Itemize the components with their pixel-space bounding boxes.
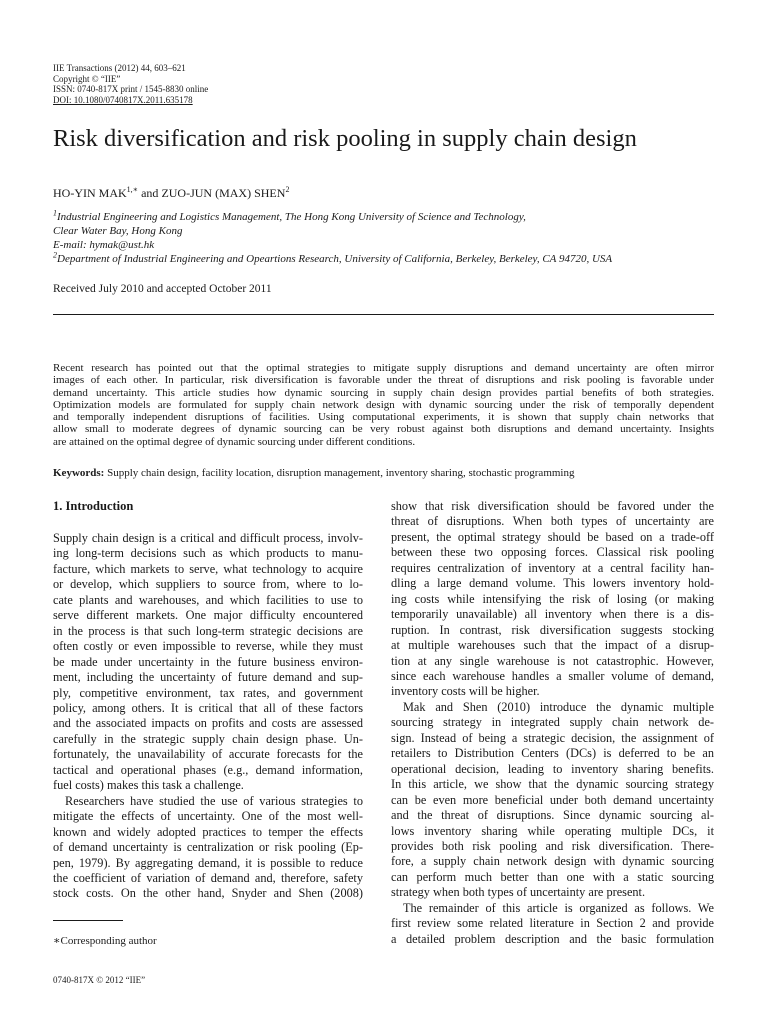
text-line: carefully in the strategic supply chain design phase. Un- [53, 731, 363, 746]
text-line: mitigate the effects of uncertainty. One of the most well- [53, 809, 363, 824]
keywords-label: Keywords: [53, 467, 105, 479]
author-conjunction: and [138, 186, 162, 200]
text-line: Supply chain design is a critical and difficult process, involv- [53, 531, 363, 545]
text-line: pen, 1979). By aggregating demand, it is possible to reduce [53, 855, 363, 870]
text-line: can perform much better than one with a static sourcing [391, 869, 714, 884]
doi-link[interactable]: DOI: 10.1080/0740817X.2011.635178 [53, 94, 193, 105]
text-line: first review some related literature in Section 2 and provide [391, 916, 714, 931]
text-line: or develop, which suppliers to source from, where to lo- [53, 577, 363, 592]
journal-citation: IIE Transactions (2012) 44, 603–621 [53, 63, 186, 73]
affiliation-mark: 1 [53, 208, 57, 218]
page-copyright: 0740-817X © 2012 “IIE” [53, 975, 146, 985]
text-line: at multiple warehouses such that the impact of a disrup- [391, 638, 714, 653]
author-name: HO-YIN MAK [53, 186, 127, 200]
text-line: in the process is that such long-term strategic decisions are [53, 623, 363, 638]
abstract-line: Recent research has pointed out that the optimal strategies to mitigate supply disruptions and demand uncertainty are often mirror [53, 362, 714, 374]
text-line: known and widely adopted practices to temper the effects [53, 824, 363, 839]
abstract-line: allow small to moderate degrees of dynamic sourcing can be very robust against both disruptions and demand uncertainty. Insights [53, 423, 714, 436]
text-line: lows inventory sharing while operating multiple DCs, it [391, 823, 714, 838]
divider [53, 314, 714, 315]
text-line: since each warehouse handles a smaller volume of demand, [391, 668, 714, 683]
abstract [53, 362, 714, 448]
author-list [53, 186, 289, 201]
text-line: a detailed problem description and the basic formulation [391, 931, 714, 946]
text-line: sign. Instead of being a strategic decision, the assignment of [391, 730, 714, 745]
footnote: ∗Corresponding author [53, 935, 157, 947]
text-line: ing costs while intensifying the risk of losing (or making [391, 591, 714, 606]
text-line: sourcing strategy in integrated supply chain network de- [391, 715, 714, 730]
abstract-line: demand uncertainty. This article studies how dynamic sourcing in supply chain design provides partial benefits of both strategies. [53, 386, 714, 399]
text-line: tion at any single warehouse is not catastrophic. However, [391, 653, 714, 668]
affiliation-text: Industrial Engineering and Logistics Management, The Hong Kong University of Science and Technology, [57, 211, 526, 223]
text-line: tactical and operational phases (e.g., demand information, [53, 762, 363, 777]
keywords-text: Supply chain design, facility location, disruption management, inventory sharing, stochastic programming [104, 467, 575, 479]
text-line: requires centralization of inventory at a central facility han- [391, 560, 714, 575]
affiliation-line [53, 238, 612, 252]
affiliation-text: Clear Water Bay, Hong Kong [53, 225, 183, 237]
text-line: of demand uncertainty is centralization or risk pooling (Ep- [53, 840, 363, 855]
text-line: retailers to Distribution Centers (DCs) is deferred to be an [391, 746, 714, 761]
abstract-line: are attained on the optimal degree of dynamic sourcing under different conditions. [53, 435, 416, 448]
text-line: cate plants and warehouses, and which facilities to use to [53, 592, 363, 607]
right-column [391, 499, 714, 947]
text-line: be made under uncertainty in the future business environ- [53, 654, 363, 669]
text-line: present, the optimal strategy should be based on a trade-off [391, 529, 714, 544]
text-line: often costly or even impossible to reverse, while they must [53, 639, 363, 654]
text-line: fore, a supply chain network design with dynamic sourcing [391, 854, 714, 869]
text-line: provides both risk pooling and risk diversification. There- [391, 838, 714, 853]
text-line: In this article, we show that the dynamic sourcing strategy [391, 777, 714, 792]
text-line: ing long-term decisions such as which products to manu- [53, 546, 363, 561]
author-affiliation-mark: 2 [285, 185, 290, 194]
text-line: threat of disruptions. When both types of uncertainty are [391, 514, 714, 529]
author-affiliation-mark: 1,∗ [126, 185, 139, 194]
article-title: Risk diversification and risk pooling in supply chain design [53, 125, 637, 152]
text-line: fuel costs) makes this task a challenge. [53, 778, 244, 793]
journal-issn: ISSN: 0740-817X print / 1545-8830 online [53, 84, 209, 94]
text-line: dling a large demand volume. This lowers inventory hold- [391, 576, 714, 591]
email-text[interactable]: E-mail: hymak@ust.hk [53, 239, 155, 251]
text-line: show that risk diversification should be favored under the [391, 499, 714, 513]
abstract-line: Optimization models are formulated for supply chain network design with dynamic sourcing under the risk of temporally dependent [53, 398, 714, 411]
text-line: and the associated impacts on profits and costs are assessed [53, 716, 363, 731]
received-date: Received July 2010 and accepted October 2011 [53, 283, 272, 295]
footnote-divider [53, 920, 123, 921]
affiliation-line [53, 224, 612, 238]
text-line: facture, which markets to serve, what technology to acquire [53, 561, 363, 576]
text-line: and the threat of disruptions. Since dynamic sourcing al- [391, 808, 714, 823]
keywords [53, 467, 574, 480]
text-line: Researchers have studied the use of various strategies to [65, 793, 363, 808]
text-line: fortunately, the unavailability of accurate forecasts for the [53, 747, 363, 762]
text-line: ruption. In contrast, risk diversification suggests stocking [391, 622, 714, 637]
affiliation-line [53, 252, 612, 266]
text-line: inventory costs will be higher. [391, 684, 540, 699]
section-heading: 1. Introduction [53, 499, 134, 513]
text-line: the coefficient of variation of demand and, therefore, safety [53, 870, 363, 885]
text-line: stock costs. On the other hand, Snyder and Shen (2008) [53, 886, 363, 901]
journal-copyright: Copyright © “IIE” [53, 73, 121, 84]
text-line: can be even more beneficial under both demand uncertainty [391, 792, 714, 807]
text-line: ply, competitive environment, tax rates, and government [53, 685, 363, 700]
text-line: between these two opposing forces. Classical risk pooling [391, 545, 714, 560]
text-line: Mak and Shen (2010) introduce the dynamic multiple [403, 699, 714, 714]
affiliation-text: Department of Industrial Engineering and Opeartions Research, University of California, Berkeley, Berkeley, CA 94720, USA [57, 253, 613, 265]
text-line: strategy when both types of uncertainty are present. [391, 885, 646, 900]
abstract-line: and temporally independent disruptions of facilities. Using computational experiments, it is shown that supply chain networks that [53, 411, 714, 424]
abstract-line: images of each other. In particular, risk diversification is favorable under the threat of disruptions and risk pooling is favorable under [53, 374, 714, 387]
text-line: temporarily unavailable) all inventory when there is a dis- [391, 607, 714, 622]
journal-meta [53, 63, 208, 105]
text-line: policy, among others. It is critical that all of these factors [53, 700, 363, 715]
text-line: The remainder of this article is organized as follows. We [403, 900, 714, 915]
text-line: ment, including the uncertainty of future demand and sup- [53, 670, 363, 685]
affiliation-mark: 2 [53, 250, 57, 260]
author-name: ZUO-JUN (MAX) SHEN [161, 186, 286, 200]
affiliation-line [53, 210, 612, 224]
text-line: serve different markets. One major difficulty encountered [53, 608, 363, 623]
left-column [53, 531, 363, 902]
text-line: operational decision, leading to inventory sharing benefits. [391, 761, 714, 776]
affiliations [53, 210, 612, 266]
